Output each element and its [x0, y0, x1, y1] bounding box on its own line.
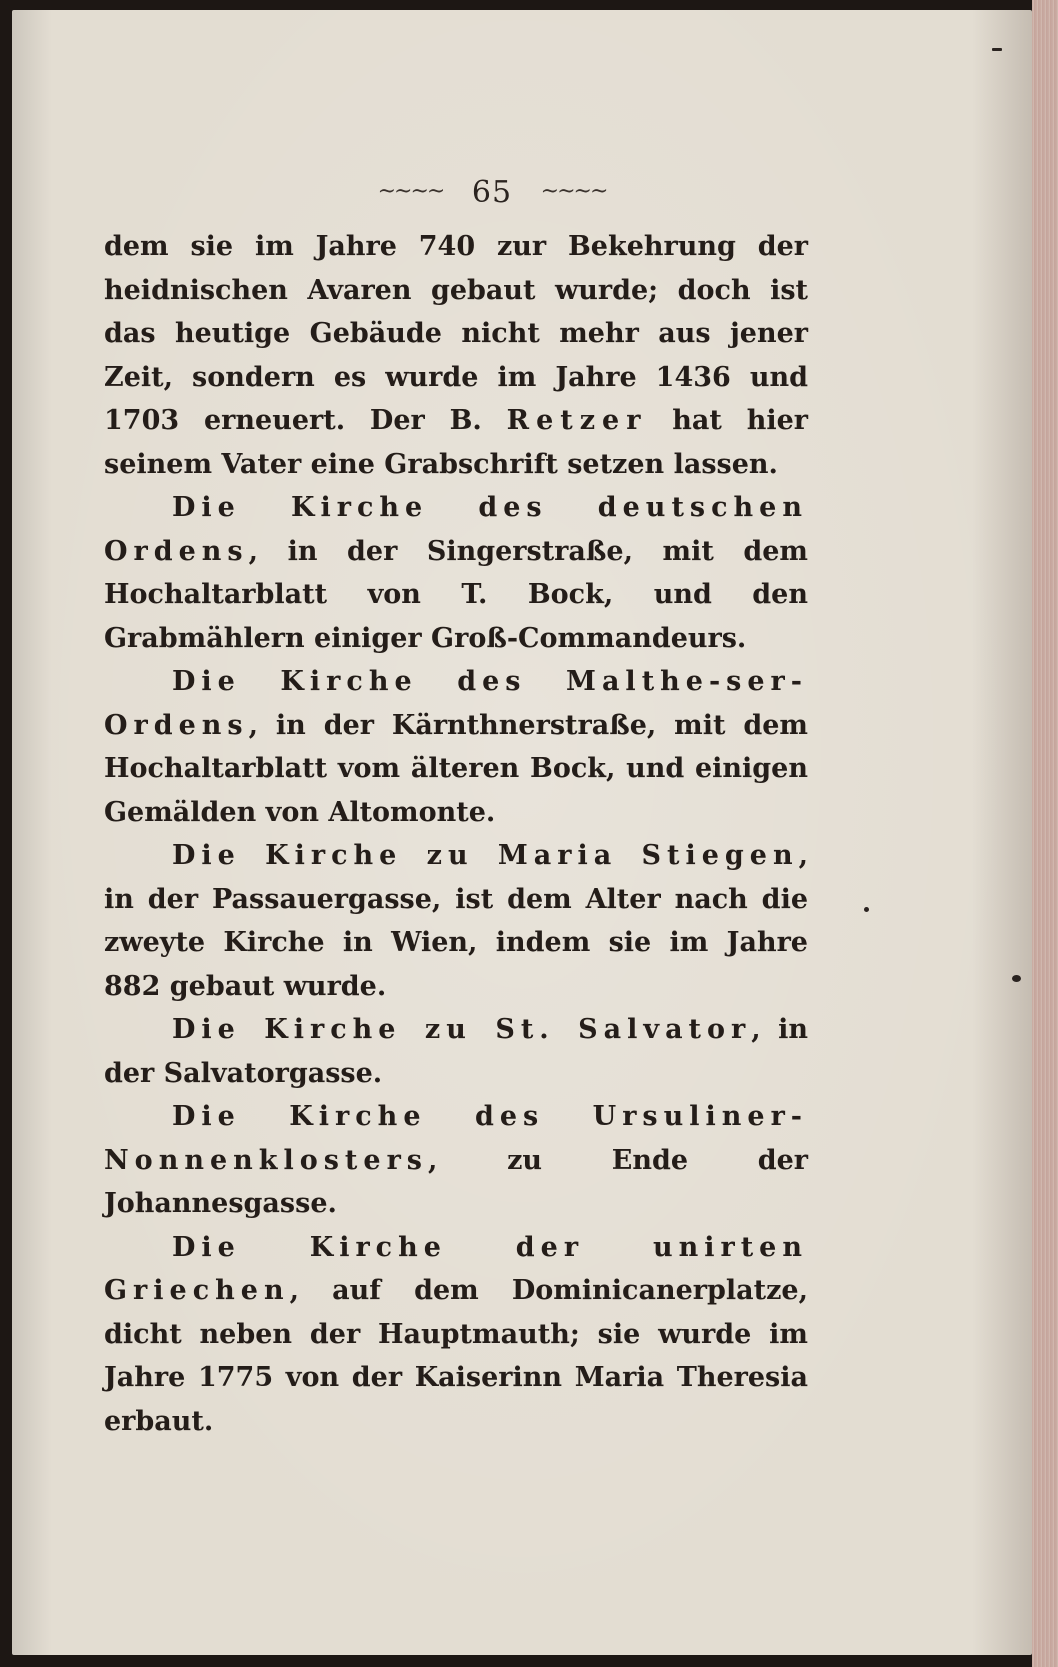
ink-speck: [864, 907, 869, 912]
paragraph: [104, 225, 808, 486]
ink-speck: [1012, 975, 1021, 982]
text-run: , auf dem Dominicanerplatze, dicht neben der Hauptmauth; sie wurde im Jahre 1775 von der Kaiserinn Maria Theresia erbaut.: [104, 1275, 808, 1437]
text-run: dem sie im Jahre 740 zur Bekehrung der heidnischen Avaren gebaut wurde; doch ist das heutige Gebäude nicht mehr aus jener Zeit, sondern es wurde im Jahre 1436 und 1703 erneuert. Der B.: [104, 231, 808, 436]
paragraph: [104, 1008, 808, 1095]
text-run: , in der Passauergasse, ist dem Alter nach die zweyte Kirche in Wien, indem sie im Jahre 882 gebaut wurde.: [104, 840, 808, 1002]
ink-speck: [992, 48, 1002, 51]
text-run: , in der Kärnthnerstraße, mit dem Hochaltarblatt vom älteren Bock, und einigen Gemälden von Altomonte.: [104, 709, 808, 828]
ornament-left: ~~~~: [377, 179, 444, 204]
spaced-heading: Die Kirche des Ursuliner-Nonnenklosters: [104, 1101, 808, 1176]
ornament-right: ~~~~: [540, 179, 607, 204]
text-run: , in der Salvatorgasse.: [104, 1014, 809, 1089]
paragraph: [104, 1226, 808, 1444]
paragraph: [104, 834, 808, 1008]
spaced-heading: Die Kirche zu St. Salvator: [172, 1014, 752, 1045]
text-run: , zu Ende der Johannesgasse.: [104, 1144, 808, 1219]
book-page: [12, 10, 1032, 1655]
spaced-heading: Die Kirche zu Maria Stiegen: [172, 840, 799, 871]
spaced-heading: Die Kirche des Malthe-ser-Ordens: [104, 666, 808, 741]
text-run: hat hier seinem Vater eine Grabschrift setzen lassen.: [104, 405, 808, 480]
page-header: [12, 175, 972, 210]
paragraph: [104, 1095, 808, 1226]
text-run: , in der Singerstraße, mit dem Hochaltarblatt von T. Bock, und den Grabmählern einiger Groß-Commandeurs.: [104, 535, 808, 654]
page-number: 65: [471, 175, 513, 210]
spaced-name: Retzer: [506, 405, 648, 436]
paragraph: [104, 486, 808, 660]
spaced-heading: Die Kirche der unirten Griechen: [104, 1231, 808, 1306]
page-edge: [1032, 0, 1058, 1667]
body-text: [104, 225, 808, 1443]
paragraph: [104, 660, 808, 834]
spaced-heading: Die Kirche des deutschen Ordens: [104, 492, 808, 567]
